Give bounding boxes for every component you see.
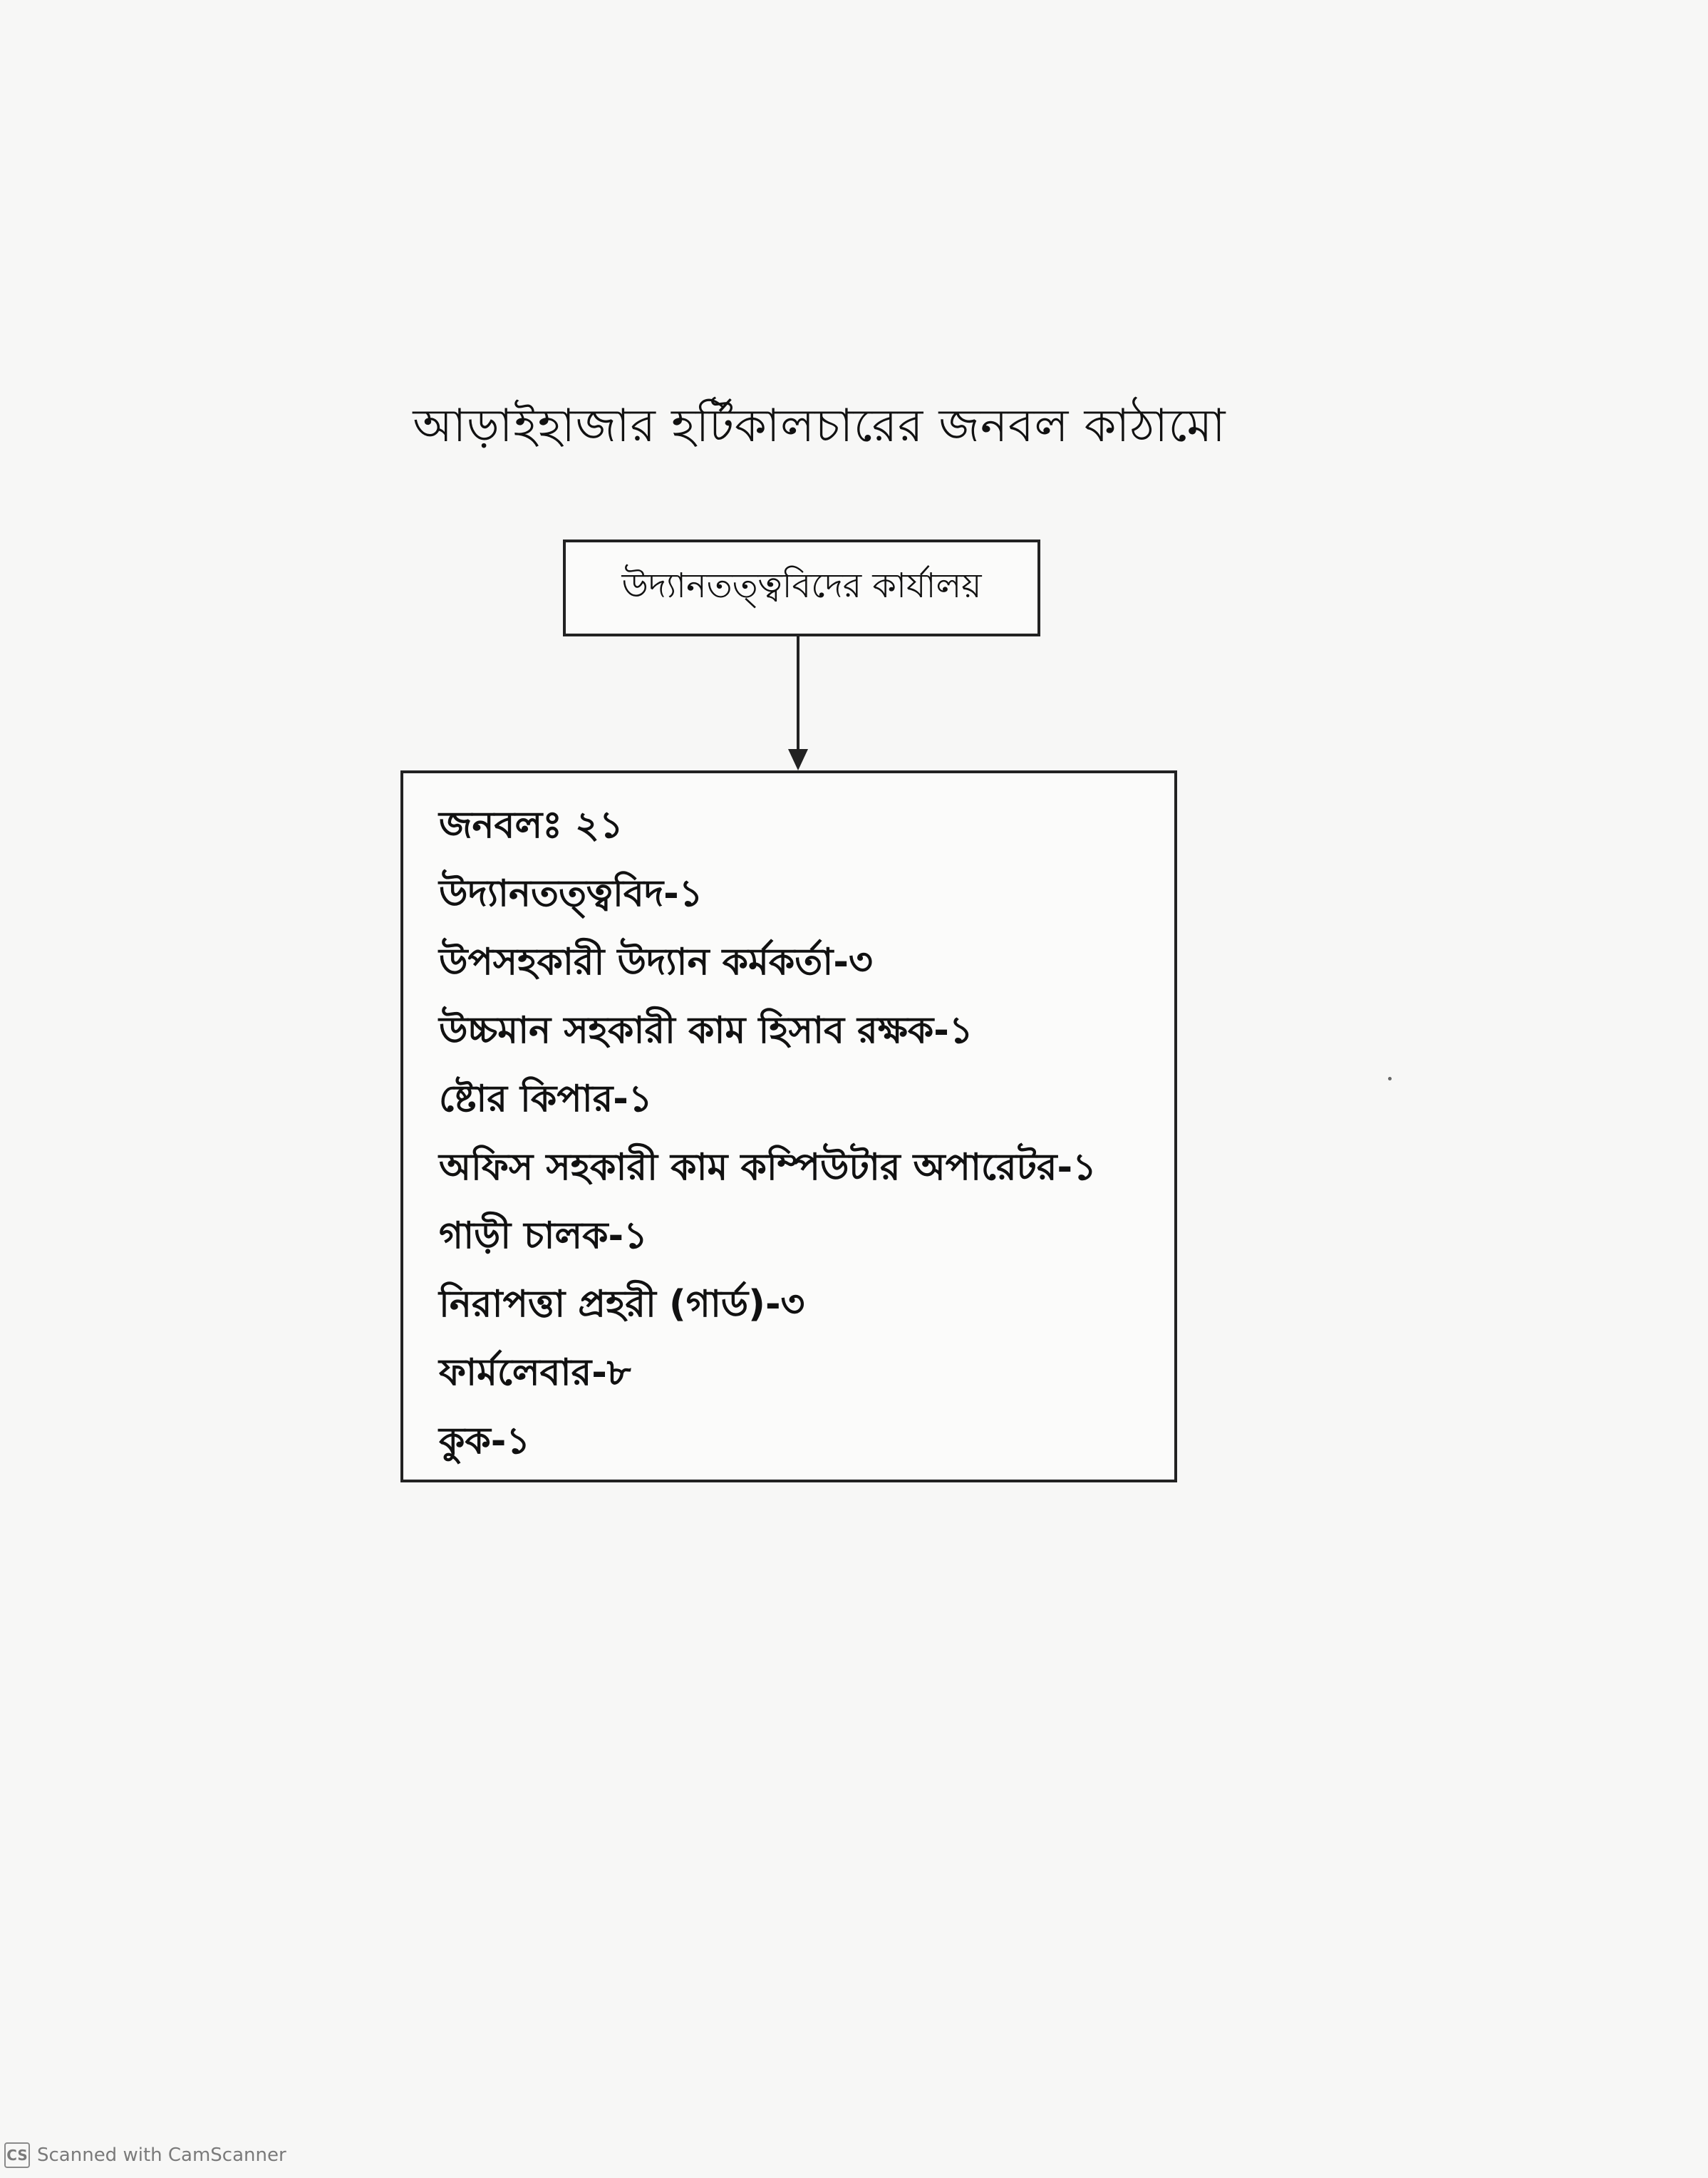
scanner-watermark <box>4 2142 286 2168</box>
staff-item: উদ্যানতত্ত্ববিদ-১ <box>439 872 703 915</box>
connector-arrow <box>787 636 809 772</box>
staff-box <box>400 770 1177 1482</box>
diagram-title: আড়াইহাজার হর্টিকালচারের জনবল কাঠামো <box>413 400 1226 453</box>
staff-item: অফিস সহকারী কাম কম্পিউটার অপারেটর-১ <box>439 1146 1097 1189</box>
camscanner-logo-icon: CS <box>4 2142 30 2168</box>
staff-item: উপসহকারী উদ্যান কর্মকর্তা-৩ <box>439 941 873 984</box>
staff-item: ফার্মলেবার-৮ <box>439 1351 631 1394</box>
staff-item: গাড়ী চালক-১ <box>439 1214 648 1257</box>
office-box-label: উদ্যানতত্ত্ববিদের কার্যালয় <box>621 565 982 606</box>
scan-speck <box>1388 1077 1392 1080</box>
staff-item: উচ্চমান সহকারী কাম হিসাব রক্ষক-১ <box>439 1009 973 1052</box>
staff-item: নিরাপত্তা প্রহরী (গার্ড)-৩ <box>439 1283 805 1326</box>
office-box <box>563 540 1040 636</box>
staff-total: জনবলঃ ২১ <box>439 804 623 847</box>
watermark-label: Scanned with CamScanner <box>37 2145 286 2166</box>
staff-item: ষ্টোর কিপার-১ <box>439 1078 653 1120</box>
staff-item: কুক-১ <box>439 1420 531 1462</box>
